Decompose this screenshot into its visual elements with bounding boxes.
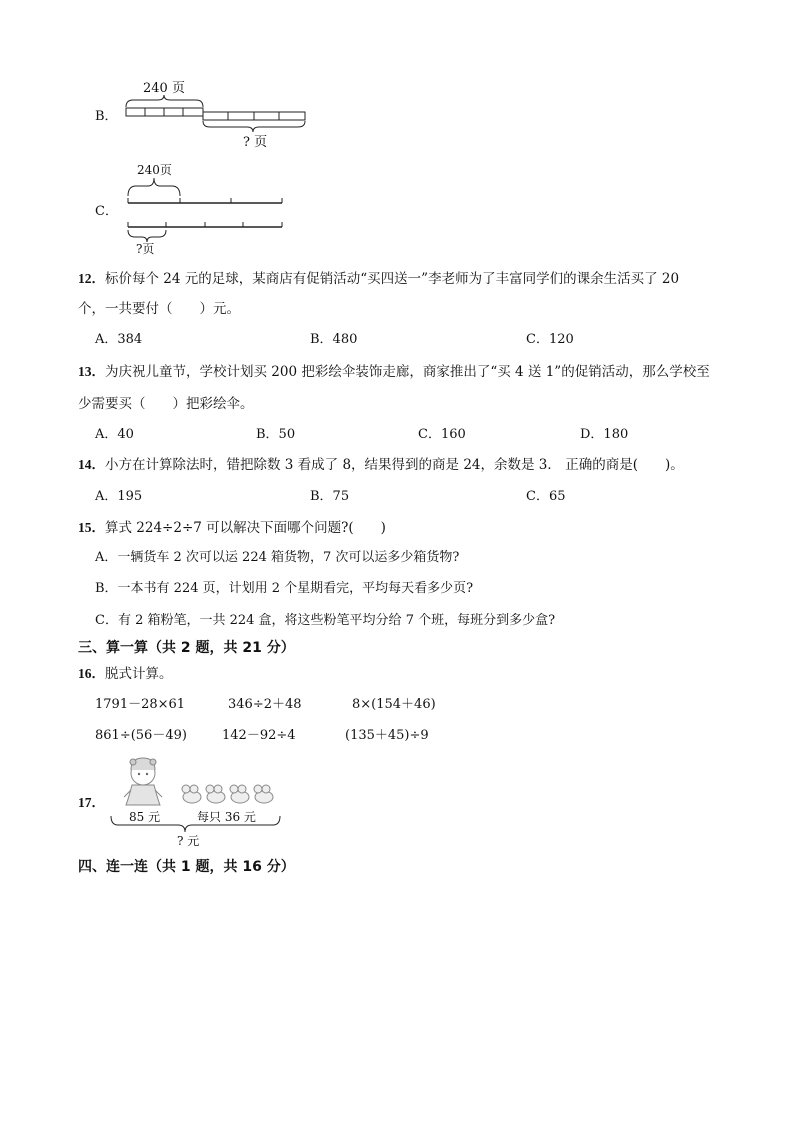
diagram-c-top-label: 240页 <box>137 163 172 177</box>
q12-option-b[interactable]: B．480 <box>310 332 358 347</box>
diagram-b-top-label: 240 页 <box>143 81 185 96</box>
calc-expression: 346÷2＋48 <box>228 697 302 712</box>
calc-expression: 1791－28×61 <box>95 697 186 712</box>
question-text: 算式 224÷2÷7 可以解决下面哪个问题?( ) <box>105 520 386 536</box>
question-number: 15． <box>78 520 105 535</box>
calc-expression: (135＋45)÷9 <box>345 728 429 743</box>
q12-option-c[interactable]: C．120 <box>526 332 574 347</box>
q14-option-a[interactable]: A．195 <box>95 489 143 504</box>
q15-option-b[interactable]: B．一本书有 224 页，计划用 2 个星期看完，平均每天看多少页? <box>95 581 474 596</box>
option-b-letter: B． <box>95 109 118 124</box>
q15-option-a[interactable]: A．一辆货车 2 次可以运 224 箱货物，7 次可以运多少箱货物? <box>95 550 460 565</box>
question-text: 标价每个 24 元的足球，某商店有促销活动“买四送一”李老师为了丰富同学们的课余生活买了 20 <box>105 271 680 287</box>
q14-option-b[interactable]: B．75 <box>310 489 350 504</box>
doll-price-label: 85 元 <box>129 810 161 824</box>
q13-option-a[interactable]: A．40 <box>95 427 134 442</box>
option-c-letter: C． <box>95 204 118 219</box>
question-number: 14． <box>78 457 105 472</box>
question-13-line2: 少需要买（ ）把彩绘伞。 <box>78 396 254 412</box>
q13-option-c[interactable]: C．160 <box>418 427 466 442</box>
q15-option-c[interactable]: C．有 2 箱粉笔，一共 224 盒，将这些粉笔平均分给 7 个班，每班分到多少盒? <box>95 613 556 628</box>
question-text: 为庆祝儿童节，学校计划买 200 把彩绘伞装饰走廊，商家推出了“买 4 送 1”的促销活动，那么学校至 <box>105 364 710 380</box>
section-3-title: 三、算一算（共 2 题，共 21 分） <box>78 640 295 656</box>
section-4-title: 四、连一连（共 1 题，共 16 分） <box>78 859 295 875</box>
diagram-c-bottom-label: ?页 <box>136 242 155 256</box>
question-number: 12． <box>78 271 105 286</box>
q14-option-c[interactable]: C．65 <box>526 489 566 504</box>
frog-price-label: 每只 36 元 <box>197 810 256 824</box>
calc-expression: 142－92÷4 <box>222 728 296 743</box>
calc-expression: 861÷(56－49) <box>95 728 187 743</box>
question-text: 脱式计算。 <box>105 666 173 682</box>
question-text: 小方在计算除法时，错把除数 3 看成了 8，结果得到的商是 24，余数是 3． 正确的商是( )。 <box>105 457 684 473</box>
question-number: 13． <box>78 364 105 379</box>
total-price-label: ? 元 <box>177 834 200 848</box>
q13-option-d[interactable]: D．180 <box>580 427 629 442</box>
calc-expression: 8×(154＋46) <box>352 697 436 712</box>
question-number: 16． <box>78 666 105 681</box>
q13-option-b[interactable]: B．50 <box>256 427 296 442</box>
question-number: 17． <box>78 795 105 810</box>
q12-option-a[interactable]: A．384 <box>95 332 143 347</box>
question-12-line2: 个，一共要付（ ）元。 <box>78 301 240 317</box>
diagram-b-bottom-label: ? 页 <box>243 135 268 150</box>
